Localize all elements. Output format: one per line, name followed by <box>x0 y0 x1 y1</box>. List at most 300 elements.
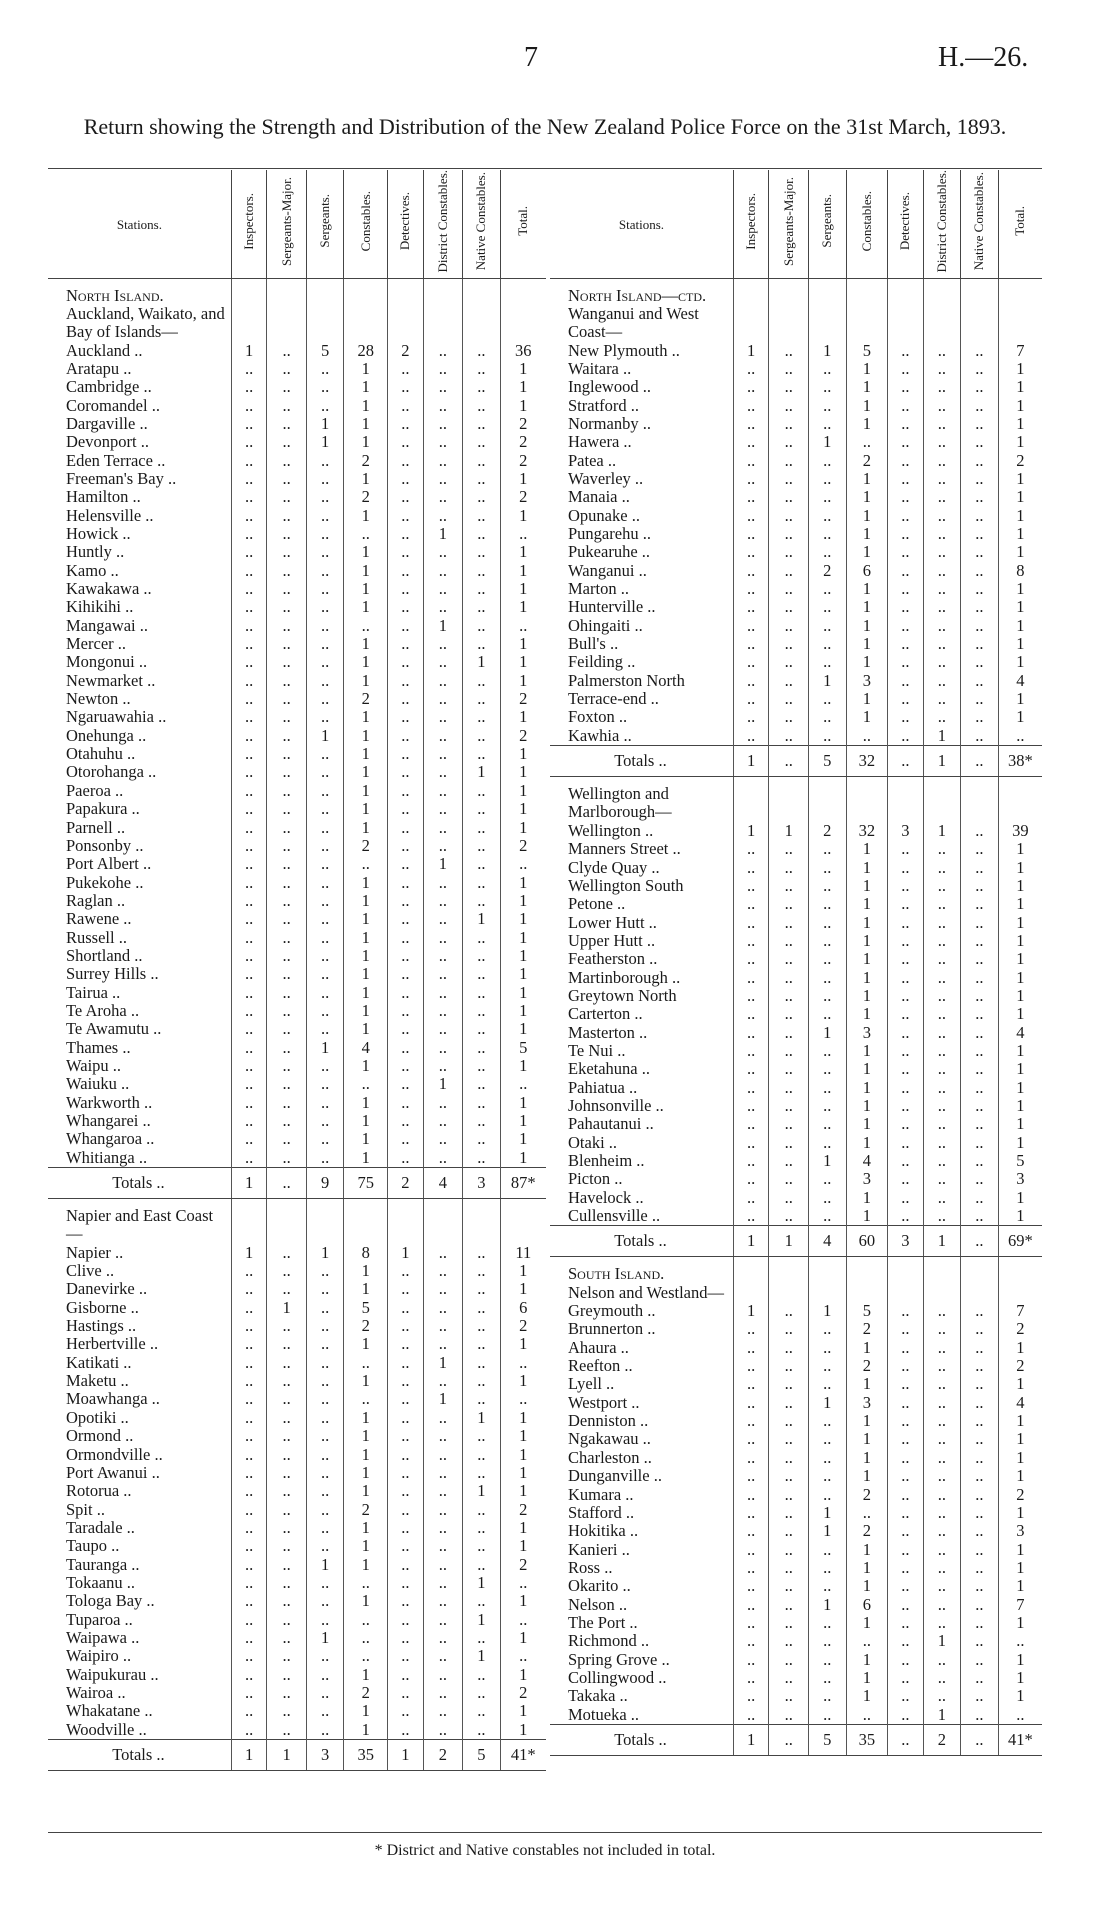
count-cell: 1 <box>344 1556 388 1574</box>
station-name: Stratford .. <box>568 396 640 415</box>
count-cell: .. <box>809 1687 847 1705</box>
count-cell: 1 <box>344 1262 388 1280</box>
count-cell: .. <box>388 452 423 470</box>
count-cell: .. <box>423 800 463 818</box>
section-heading-cell: North Island—ctd. <box>568 286 707 305</box>
empty-cell <box>344 1207 388 1244</box>
table-row <box>550 987 1042 1005</box>
count-cell: .. <box>231 525 266 543</box>
count-cell: 2 <box>998 1320 1042 1338</box>
count-cell: .. <box>306 984 344 1002</box>
count-cell: .. <box>344 617 388 635</box>
count-cell: .. <box>923 1430 961 1448</box>
count-cell: .. <box>388 1721 423 1740</box>
station-name: Howick .. <box>66 525 131 544</box>
count-cell: 1 <box>500 598 546 616</box>
count-cell: .. <box>267 397 307 415</box>
count-cell: .. <box>423 397 463 415</box>
table-row <box>48 672 546 690</box>
table-row <box>550 562 1042 580</box>
station-name: Ngaruawahia .. <box>66 708 167 727</box>
count-cell: 1 <box>344 708 388 726</box>
table-row <box>550 1486 1042 1504</box>
count-cell: .. <box>231 470 266 488</box>
count-cell: 1 <box>423 1354 463 1372</box>
count-cell: 1 <box>500 1464 546 1482</box>
count-cell: .. <box>888 635 923 653</box>
count-cell: .. <box>733 1339 768 1357</box>
count-cell: .. <box>500 617 546 635</box>
count-cell: .. <box>463 1094 501 1112</box>
column-header <box>846 170 888 278</box>
count-cell: .. <box>231 1684 266 1702</box>
count-cell: 1 <box>423 617 463 635</box>
count-cell: .. <box>344 1647 388 1665</box>
count-cell: .. <box>733 1152 768 1170</box>
count-cell: 2 <box>846 1486 888 1504</box>
count-cell: 1 <box>500 763 546 781</box>
totals-row <box>48 1168 546 1199</box>
count-cell: 3 <box>888 822 923 840</box>
count-cell: .. <box>231 690 266 708</box>
count-cell: .. <box>809 580 847 598</box>
count-cell: 1 <box>998 1189 1042 1207</box>
count-cell: 5 <box>846 1302 888 1320</box>
count-cell: .. <box>809 1541 847 1559</box>
table-row <box>48 1446 546 1464</box>
count-cell: .. <box>961 1394 999 1412</box>
station-name: Waitara .. <box>568 359 632 378</box>
count-cell: .. <box>463 1702 501 1720</box>
table-row <box>550 1430 1042 1448</box>
table-row <box>48 855 546 873</box>
count-cell: .. <box>769 1134 809 1152</box>
count-cell: .. <box>888 397 923 415</box>
count-cell: .. <box>733 840 768 858</box>
count-cell: .. <box>267 892 307 910</box>
totals-row <box>550 746 1042 777</box>
column-header-row <box>48 170 546 278</box>
empty-cell <box>423 287 463 305</box>
station-name: Taradale .. <box>66 1518 135 1537</box>
table-row <box>48 1501 546 1519</box>
count-cell: .. <box>888 378 923 396</box>
count-cell: .. <box>344 1629 388 1647</box>
count-cell: .. <box>923 895 961 913</box>
empty-cell <box>733 1257 768 1266</box>
station-name: Onehunga .. <box>66 726 147 745</box>
count-cell: .. <box>769 653 809 671</box>
column-header-label: Stations. <box>618 216 665 232</box>
station-name: Thames .. <box>66 1038 131 1057</box>
count-cell: .. <box>423 452 463 470</box>
count-cell: .. <box>388 763 423 781</box>
empty-cell <box>769 1257 809 1266</box>
count-cell: .. <box>733 1651 768 1669</box>
count-cell: .. <box>809 859 847 877</box>
count-cell: 1 <box>344 965 388 983</box>
station-name: Kamo .. <box>66 561 119 580</box>
count-cell: .. <box>888 1152 923 1170</box>
count-cell: .. <box>267 507 307 525</box>
count-cell: .. <box>344 1354 388 1372</box>
count-cell: .. <box>306 1317 344 1335</box>
count-cell: .. <box>388 800 423 818</box>
count-cell: .. <box>344 525 388 543</box>
count-cell: .. <box>888 1005 923 1023</box>
empty-cell <box>923 1284 961 1302</box>
table-row <box>48 1039 546 1057</box>
count-cell: .. <box>809 1430 847 1448</box>
count-cell: 1 <box>998 932 1042 950</box>
count-cell: .. <box>888 1302 923 1320</box>
table-row <box>48 1482 546 1500</box>
count-cell: .. <box>923 708 961 726</box>
count-cell: 1 <box>809 1394 847 1412</box>
station-name: Martinborough .. <box>568 968 681 987</box>
count-cell: .. <box>388 874 423 892</box>
count-cell: .. <box>809 617 847 635</box>
count-cell: .. <box>809 488 847 506</box>
count-cell: .. <box>733 1357 768 1375</box>
count-cell: .. <box>463 342 501 360</box>
count-cell: 1 <box>344 562 388 580</box>
count-cell: .. <box>231 1372 266 1390</box>
count-cell: .. <box>267 929 307 947</box>
count-cell: .. <box>769 1596 809 1614</box>
count-cell: .. <box>809 1449 847 1467</box>
count-cell: 1 <box>231 1244 266 1262</box>
column-header-label: Native Constables. <box>473 172 489 271</box>
count-cell: 1 <box>344 1280 388 1298</box>
column-header-label: Stations. <box>116 216 162 232</box>
station-name: Maketu .. <box>66 1372 129 1391</box>
count-cell: .. <box>423 1335 463 1353</box>
table-row <box>550 840 1042 858</box>
count-cell: .. <box>961 1357 999 1375</box>
count-cell: 2 <box>998 452 1042 470</box>
empty-cell <box>388 287 423 305</box>
count-cell: .. <box>846 1632 888 1650</box>
count-cell: .. <box>388 1299 423 1317</box>
count-cell: .. <box>423 1666 463 1684</box>
empty-cell <box>231 305 266 342</box>
count-cell: .. <box>388 1002 423 1020</box>
station-name: The Port .. <box>568 1613 638 1632</box>
count-cell: .. <box>463 1629 501 1647</box>
totals-label: Totals .. <box>48 1740 231 1771</box>
empty-cell <box>231 287 266 305</box>
table-row <box>550 727 1042 746</box>
count-cell: 1 <box>344 1112 388 1130</box>
count-cell: 2 <box>344 488 388 506</box>
count-cell: .. <box>306 929 344 947</box>
station-name: Greymouth .. <box>568 1302 656 1321</box>
count-cell: 4 <box>998 1024 1042 1042</box>
count-cell: .. <box>961 1189 999 1207</box>
count-cell: 1 <box>998 1207 1042 1226</box>
station-name: Ross .. <box>568 1558 613 1577</box>
count-cell: 1 <box>344 433 388 451</box>
count-cell: .. <box>961 360 999 378</box>
count-cell: .. <box>463 525 501 543</box>
count-cell: .. <box>923 1467 961 1485</box>
station-name: Te Aroha .. <box>66 1001 140 1020</box>
count-cell: 1 <box>500 360 546 378</box>
count-cell: 5 <box>846 342 888 360</box>
column-header-label: Sergeants. <box>317 194 333 249</box>
count-cell: .. <box>961 1042 999 1060</box>
count-cell: .. <box>923 690 961 708</box>
count-cell: .. <box>809 635 847 653</box>
count-cell: .. <box>961 635 999 653</box>
count-cell: .. <box>888 1412 923 1430</box>
count-cell: 1 <box>846 470 888 488</box>
count-cell: .. <box>267 800 307 818</box>
column-header-label: District Constables. <box>933 170 949 273</box>
table-row <box>550 1559 1042 1577</box>
count-cell: .. <box>463 1280 501 1298</box>
count-cell: .. <box>769 397 809 415</box>
count-cell: 2 <box>344 452 388 470</box>
count-cell: .. <box>500 1574 546 1592</box>
empty-cell <box>267 305 307 342</box>
count-cell: .. <box>769 708 809 726</box>
empty-cell <box>733 287 768 305</box>
count-cell: .. <box>809 1005 847 1023</box>
count-cell: .. <box>733 1170 768 1188</box>
count-cell: 1 <box>344 360 388 378</box>
count-cell: .. <box>961 950 999 968</box>
count-cell: 1 <box>998 415 1042 433</box>
count-cell: .. <box>769 727 809 746</box>
count-cell: .. <box>306 708 344 726</box>
count-cell: 1 <box>500 1057 546 1075</box>
count-cell: .. <box>769 1486 809 1504</box>
count-cell: .. <box>388 507 423 525</box>
table-row <box>550 1189 1042 1207</box>
count-cell: .. <box>923 1152 961 1170</box>
station-name: Surrey Hills .. <box>66 965 159 984</box>
count-cell: .. <box>231 1130 266 1148</box>
count-cell: 1 <box>344 763 388 781</box>
station-name: Dargaville .. <box>66 414 148 433</box>
station-name: Takaka .. <box>568 1687 628 1706</box>
totals-row <box>48 1740 546 1771</box>
empty-cell <box>550 777 733 786</box>
totals-cell: .. <box>769 746 809 777</box>
totals-cell: .. <box>769 1724 809 1755</box>
count-cell: .. <box>231 1501 266 1519</box>
totals-cell: 41* <box>998 1724 1042 1755</box>
count-cell: .. <box>961 1134 999 1152</box>
station-name: Kihikihi .. <box>66 598 134 617</box>
count-cell: 1 <box>344 397 388 415</box>
count-cell: .. <box>809 1320 847 1338</box>
station-name: Terrace-end .. <box>568 690 659 709</box>
count-cell: 1 <box>306 415 344 433</box>
count-cell: .. <box>733 617 768 635</box>
count-cell: .. <box>888 1097 923 1115</box>
count-cell: .. <box>733 543 768 561</box>
count-cell: .. <box>961 1577 999 1595</box>
count-cell: 2 <box>500 433 546 451</box>
count-cell: .. <box>769 360 809 378</box>
empty-cell <box>306 287 344 305</box>
count-cell: .. <box>733 580 768 598</box>
count-cell: .. <box>500 1647 546 1665</box>
count-cell: 1 <box>846 969 888 987</box>
count-cell: .. <box>231 488 266 506</box>
count-cell: .. <box>388 360 423 378</box>
count-cell: 1 <box>998 1060 1042 1078</box>
station-name: Featherston .. <box>568 950 658 969</box>
count-cell: 1 <box>344 1721 388 1740</box>
totals-label: Totals .. <box>550 1226 733 1257</box>
station-name: Warkworth .. <box>66 1093 153 1112</box>
table-row <box>48 1464 546 1482</box>
totals-cell: 1 <box>733 746 768 777</box>
count-cell: .. <box>306 763 344 781</box>
count-cell: .. <box>769 1559 809 1577</box>
count-cell: 1 <box>846 1375 888 1393</box>
station-name: Eden Terrace .. <box>66 451 166 470</box>
count-cell: 6 <box>500 1299 546 1317</box>
count-cell: 11 <box>500 1244 546 1262</box>
station-name: Palmerston North <box>568 671 685 690</box>
count-cell: 1 <box>344 947 388 965</box>
count-cell: .. <box>306 635 344 653</box>
count-cell: 1 <box>998 1005 1042 1023</box>
count-cell: .. <box>306 1130 344 1148</box>
count-cell: 1 <box>423 855 463 873</box>
empty-cell <box>998 1265 1042 1283</box>
count-cell: .. <box>306 1409 344 1427</box>
count-cell: .. <box>809 378 847 396</box>
count-cell: .. <box>231 635 266 653</box>
station-name: Stafford .. <box>568 1503 635 1522</box>
count-cell: 32 <box>846 822 888 840</box>
station-name: Opotiki .. <box>66 1408 129 1427</box>
table-row <box>48 745 546 763</box>
count-cell: .. <box>961 1060 999 1078</box>
empty-cell <box>809 287 847 305</box>
count-cell: .. <box>306 397 344 415</box>
table-row <box>550 1394 1042 1412</box>
count-cell: 1 <box>500 708 546 726</box>
count-cell: .. <box>423 1446 463 1464</box>
count-cell: .. <box>267 1519 307 1537</box>
count-cell: .. <box>388 1482 423 1500</box>
count-cell: .. <box>961 653 999 671</box>
count-cell: .. <box>463 965 501 983</box>
count-cell: .. <box>463 562 501 580</box>
table-row <box>48 1519 546 1537</box>
count-cell: .. <box>231 1390 266 1408</box>
table-row <box>550 1024 1042 1042</box>
station-name: Westport .. <box>568 1393 640 1412</box>
count-cell: 1 <box>344 800 388 818</box>
totals-cell: 5 <box>809 746 847 777</box>
count-cell: .. <box>306 745 344 763</box>
station-name: Upper Hutt .. <box>568 931 656 950</box>
count-cell: 1 <box>500 1721 546 1740</box>
count-cell: 1 <box>500 543 546 561</box>
count-cell: .. <box>846 1706 888 1725</box>
table-row <box>550 1005 1042 1023</box>
station-name: Parnell .. <box>66 818 126 837</box>
count-cell: .. <box>306 1427 344 1445</box>
count-cell: .. <box>961 914 999 932</box>
count-cell: .. <box>463 1020 501 1038</box>
count-cell: .. <box>769 1170 809 1188</box>
totals-cell: 35 <box>846 1724 888 1755</box>
count-cell: 1 <box>846 1115 888 1133</box>
count-cell: .. <box>388 1574 423 1592</box>
count-cell: 1 <box>344 1094 388 1112</box>
count-cell: .. <box>463 1354 501 1372</box>
station-name: Huntly .. <box>66 543 125 562</box>
count-cell: .. <box>923 672 961 690</box>
count-cell: .. <box>267 819 307 837</box>
table-row <box>48 1262 546 1280</box>
count-cell: .. <box>923 1339 961 1357</box>
count-cell: 1 <box>998 840 1042 858</box>
station-name: Tologa Bay .. <box>66 1592 155 1611</box>
count-cell: 2 <box>500 415 546 433</box>
count-cell: 1 <box>846 1687 888 1705</box>
count-cell: 1 <box>846 877 888 895</box>
count-cell: 1 <box>500 874 546 892</box>
table-row <box>550 950 1042 968</box>
count-cell: 1 <box>344 819 388 837</box>
count-cell: .. <box>769 1339 809 1357</box>
count-cell: 1 <box>846 895 888 913</box>
count-cell: 2 <box>846 1320 888 1338</box>
table-row <box>550 1614 1042 1632</box>
table-row <box>48 910 546 928</box>
count-cell: .. <box>463 635 501 653</box>
count-cell: .. <box>769 859 809 877</box>
count-cell: .. <box>306 1335 344 1353</box>
count-cell: .. <box>733 1449 768 1467</box>
table-row <box>48 1317 546 1335</box>
count-cell: .. <box>388 672 423 690</box>
count-cell: .. <box>267 782 307 800</box>
count-cell: .. <box>267 1094 307 1112</box>
station-name: Gisborne .. <box>66 1298 139 1317</box>
count-cell: .. <box>267 965 307 983</box>
count-cell: 1 <box>344 727 388 745</box>
count-cell: 1 <box>846 1577 888 1595</box>
section-subheading <box>550 305 1042 342</box>
empty-cell <box>888 287 923 305</box>
count-cell: .. <box>306 470 344 488</box>
count-cell: .. <box>463 1501 501 1519</box>
count-cell: .. <box>231 1075 266 1093</box>
page-title: Return showing the Strength and Distribution of the New Zealand Police Force on the 31st March, 1893. <box>83 114 1007 139</box>
count-cell: 1 <box>500 910 546 928</box>
count-cell: .. <box>809 987 847 1005</box>
count-cell: .. <box>267 727 307 745</box>
table-row <box>48 1390 546 1408</box>
count-cell: 2 <box>388 342 423 360</box>
count-cell: .. <box>769 342 809 360</box>
station-name: Petone .. <box>568 895 626 914</box>
count-cell: .. <box>423 580 463 598</box>
count-cell: .. <box>733 914 768 932</box>
spacer-row <box>48 1199 546 1208</box>
